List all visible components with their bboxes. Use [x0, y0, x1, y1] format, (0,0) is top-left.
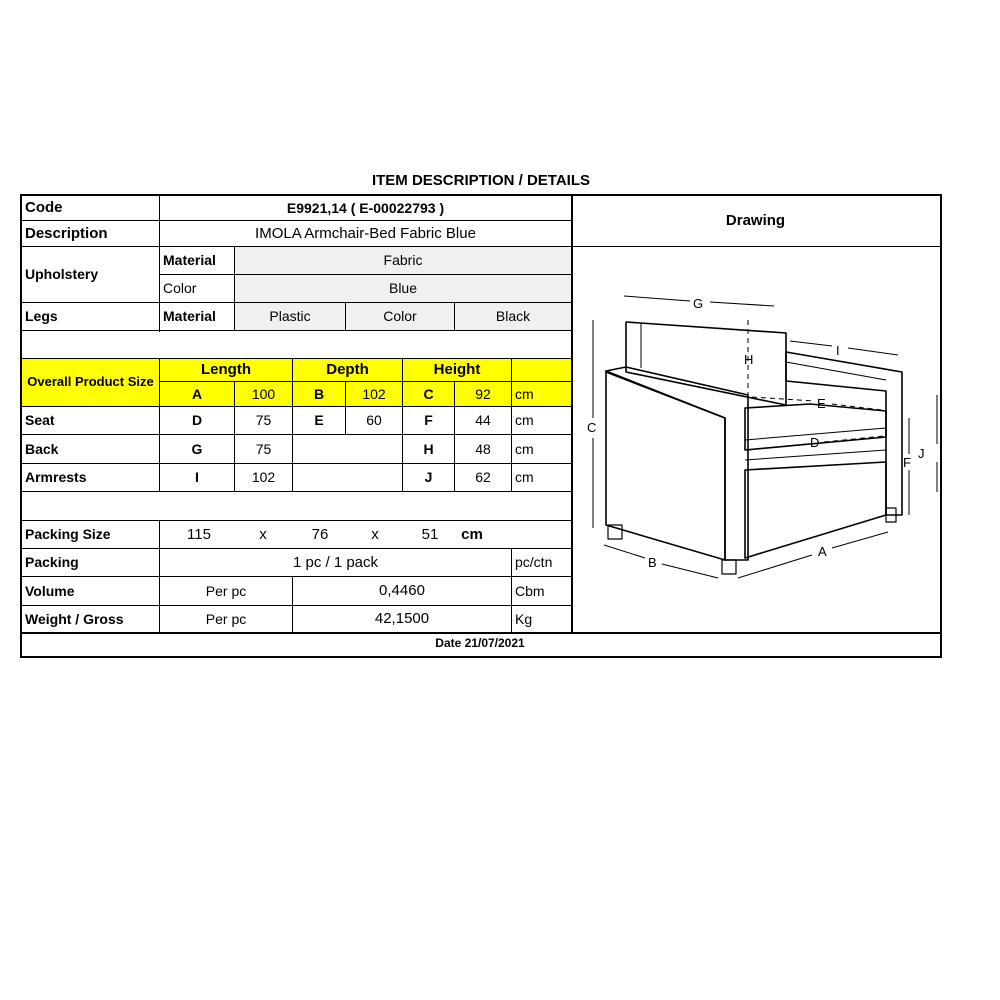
drawing-label: Drawing [725, 212, 786, 230]
overall-size-label: Overall Product Size [22, 359, 159, 406]
legs-label: Legs [25, 308, 58, 325]
upholstery-label: Upholstery [25, 266, 99, 283]
weight-unit: Kg [515, 610, 533, 627]
upholstery-material-label: Material [163, 252, 216, 269]
dim-label-e: E [817, 396, 826, 411]
back-key-h: H [423, 440, 434, 457]
code-value: E9921,14 ( E-00022793 ) [286, 199, 445, 216]
legs-color-value: Black [455, 303, 571, 330]
armchair-drawing [572, 246, 940, 632]
backrest-shape [626, 322, 786, 405]
armrests-key-j: J [424, 469, 433, 486]
dim-label-j: J [918, 446, 925, 461]
dim-label-c: C [587, 420, 597, 435]
packing-size-label: Packing Size [25, 526, 111, 543]
weight-value: 42,1500 [374, 610, 430, 628]
seat-value-e: 60 [366, 412, 382, 429]
row-divider [22, 330, 572, 331]
volume-unit: Cbm [515, 582, 545, 599]
date-footer: Date 21/07/2021 [435, 636, 525, 651]
description-label: Description [25, 224, 108, 242]
packing-x-1: x [259, 525, 267, 543]
packing-x-2: x [371, 525, 379, 543]
seat-value-f: 44 [475, 412, 491, 429]
back-value-g: 75 [255, 440, 272, 457]
upholstery-color-value: Blue [235, 275, 571, 302]
dim-label-i: I [836, 343, 840, 358]
code-label: Code [25, 199, 63, 217]
armrests-unit: cm [515, 469, 534, 486]
dim-unit: cm [512, 382, 571, 406]
height-header: Height [403, 359, 511, 381]
armrests-value-i: 102 [251, 469, 276, 486]
seat-label: Seat [25, 412, 55, 429]
back-label: Back [25, 440, 59, 457]
dim-label-g: G [693, 296, 704, 311]
packing-length: 115 [187, 525, 211, 543]
back-unit: cm [515, 440, 534, 457]
dim-a-value: 100 [235, 382, 292, 406]
dim-label-d: D [810, 435, 820, 450]
seat-key-e: E [314, 412, 324, 429]
leg-front-right [722, 560, 736, 574]
packing-value: 1 pc / 1 pack [292, 553, 379, 571]
seat-unit: cm [515, 412, 534, 429]
packing-label: Packing [25, 554, 79, 571]
volume-per: Per pc [205, 582, 247, 599]
armrests-key-i: I [195, 469, 199, 486]
armrests-value-j: 62 [475, 469, 491, 486]
dim-b-key: B [293, 382, 345, 406]
weight-per: Per pc [205, 610, 247, 627]
volume-value: 0,4460 [379, 582, 425, 600]
dim-c-value: 92 [455, 382, 511, 406]
legs-material-label: Material [163, 308, 216, 325]
weight-label: Weight / Gross [25, 610, 124, 627]
legs-color-label: Color [346, 303, 454, 330]
depth-header: Depth [293, 359, 402, 381]
packing-height: 51 [421, 525, 439, 543]
back-key-g: G [191, 440, 203, 457]
packing-unit: pc/ctn [515, 554, 553, 571]
dim-label-a: A [818, 544, 827, 559]
upholstery-color-label: Color [163, 280, 197, 297]
dim-label-f: F [903, 455, 911, 470]
base-shape [745, 462, 886, 558]
volume-label: Volume [25, 582, 75, 599]
dim-b-value: 102 [346, 382, 402, 406]
length-header: Length [160, 359, 292, 381]
sheet-title: ITEM DESCRIPTION / DETAILS [371, 172, 591, 189]
dim-label-b: B [648, 555, 657, 570]
dim-label-h: H [744, 352, 754, 367]
dim-c-key: C [403, 382, 454, 406]
legs-material-value: Plastic [235, 303, 345, 330]
dim-a-key: A [160, 382, 234, 406]
upholstery-material-value: Fabric [235, 247, 571, 274]
seat-key-f: F [424, 412, 433, 429]
row-divider [22, 491, 572, 492]
unit-header [512, 359, 571, 381]
back-value-h: 48 [475, 440, 491, 457]
seat-value-d: 75 [255, 412, 272, 429]
packing-size-unit: cm [461, 525, 483, 543]
seat-key-d: D [191, 412, 203, 429]
packing-width: 76 [311, 525, 329, 543]
left-arm-front-shape [606, 371, 725, 560]
description-value: IMOLA Armchair-Bed Fabric Blue [255, 224, 476, 242]
right-arm-shape [786, 352, 902, 515]
armrests-label: Armrests [25, 469, 87, 486]
